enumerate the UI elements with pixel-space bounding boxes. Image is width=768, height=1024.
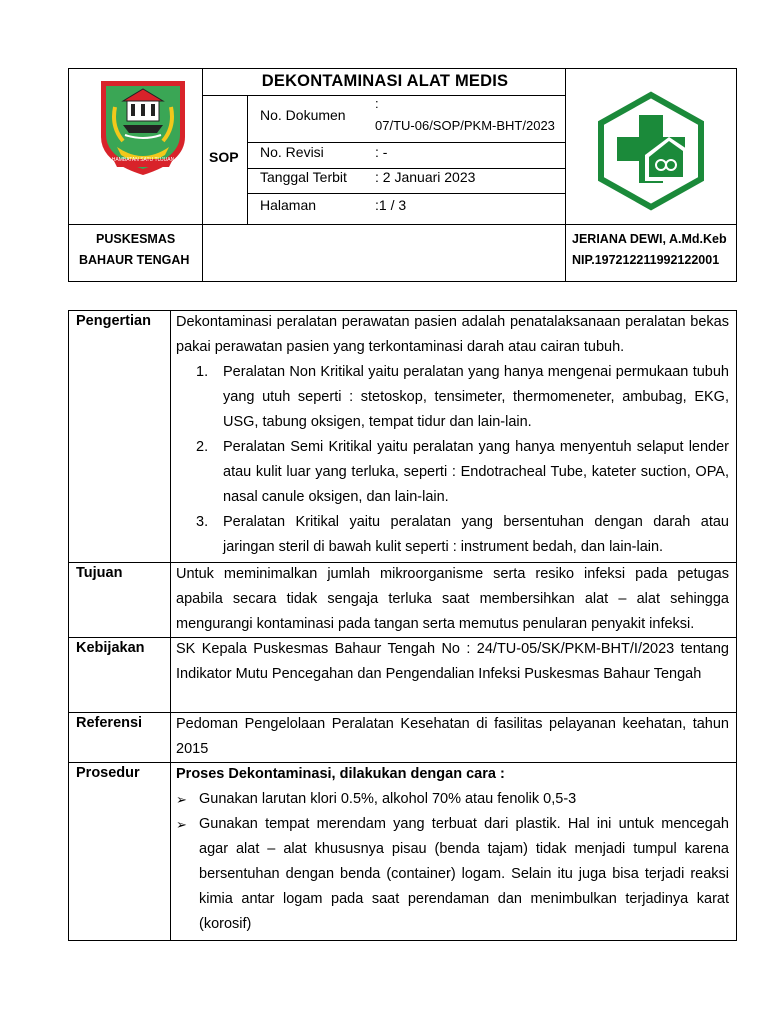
tanggal-terbit-value: : 2 Januari 2023 [375,169,476,185]
halaman-label: Halaman [260,197,317,213]
prosedur-label: Prosedur [76,765,140,781]
prosedur-heading: Proses Dekontaminasi, dilakukan dengan cara : [176,766,505,782]
list-item: ➢ Gunakan larutan klori 0.5%, alkohol 70% atau fenolik 0,5-3 [176,787,729,812]
tanggal-terbit-label: Tanggal Terbit [260,169,347,185]
signer-nip: NIP.197212211992122001 [572,253,720,267]
puskesmas-health-logo [595,91,707,211]
prosedur-content [176,762,729,937]
kebijakan-content: SK Kepala Puskesmas Bahaur Tengah No : 24/TU-05/SK/PKM-BHT/I/2023 tentang Indikator Mutu Pencegahan dan Pengendalian Infeksi Puskesmas Bahaur Tengah [176,641,729,682]
org-name-line2: BAHAUR TENGAH [79,253,190,267]
arrow-bullet-icon: ➢ [176,792,187,807]
sop-content-table [68,310,737,941]
tujuan-label: Tujuan [76,565,123,581]
pengertian-content [176,310,729,560]
referensi-label: Referensi [76,715,143,731]
org-name-line1: PUSKESMAS [96,232,176,246]
document-title: DEKONTAMINASI ALAT MEDIS [261,72,509,90]
emblem-motto: HAMBATAN SATU TUJUAN [111,157,175,163]
sop-header-table [68,68,737,282]
list-item: 1. Peralatan Non Kritikal yaitu peralatan yang hanya mengenai permukaan tubuh yang utuh seperti : stetoskop, tensimeter, thermomeneter, ambubag, EKG, USG, tabung oksigen, tempat tidur dan lain-lain. [196,364,729,430]
pengertian-label: Pengertian [76,313,151,329]
tujuan-content: Untuk meminimalkan jumlah mikroorganisme serta resiko infeksi pada petugas apabila secara tidak sengaja terluka saat membersihkan alat – alat sehingga mengurangi kontaminasi pada tangan serta memutus penularan penyakit infeksi. [176,566,729,632]
arrow-bullet-icon: ➢ [176,817,187,832]
halaman-value: :1 / 3 [375,197,407,213]
sop-label: SOP [209,149,239,165]
no-dokumen-value: 07/TU-06/SOP/PKM-BHT/2023 [375,118,555,133]
no-dokumen-separator: : [375,96,379,111]
pengertian-intro: Dekontaminasi peralatan perawatan pasien adalah penatalaksanaan peralatan bekas pakai perawatan pasien yang terkontaminasi darah atau cairan tubuh. [176,314,729,355]
no-dokumen-label: No. Dokumen [260,107,346,123]
list-item: 3. Peralatan Kritikal yaitu peralatan yang bersentuhan dengan darah atau jaringan steril di bawah kulit seperti : instrument bedah, dan lain-lain. [196,514,729,555]
kebijakan-label: Kebijakan [76,640,145,656]
referensi-content: Pedoman Pengelolaan Peralatan Kesehatan di fasilitas pelayanan keehatan, tahun 2015 [176,716,729,757]
list-item: 2. Peralatan Semi Kritikal yaitu peralatan yang hanya menyentuh selaput lender atau kulit luar yang terluka, seperti : Endotracheal Tube, kateter suction, OPA, nasal canule oksigen, dan lain-lain. [196,439,729,505]
list-item: ➢ Gunakan tempat merendam yang terbuat dari plastik. Hal ini untuk mencegah agar alat – alat khususnya pisau (benda tajam) tidak menjadi tumpul karena bersentuhan dengan benda (container) logam. Selain itu juga bisa terjadi reaksi kimia antar logam pada saat perendaman dan menimbulkan terjadinya karat (korosif) [176,812,729,937]
no-revisi-value: : - [375,144,388,160]
no-revisi-label: No. Revisi [260,144,324,160]
signer-name: JERIANA DEWI, A.Md.Keb [572,232,727,246]
